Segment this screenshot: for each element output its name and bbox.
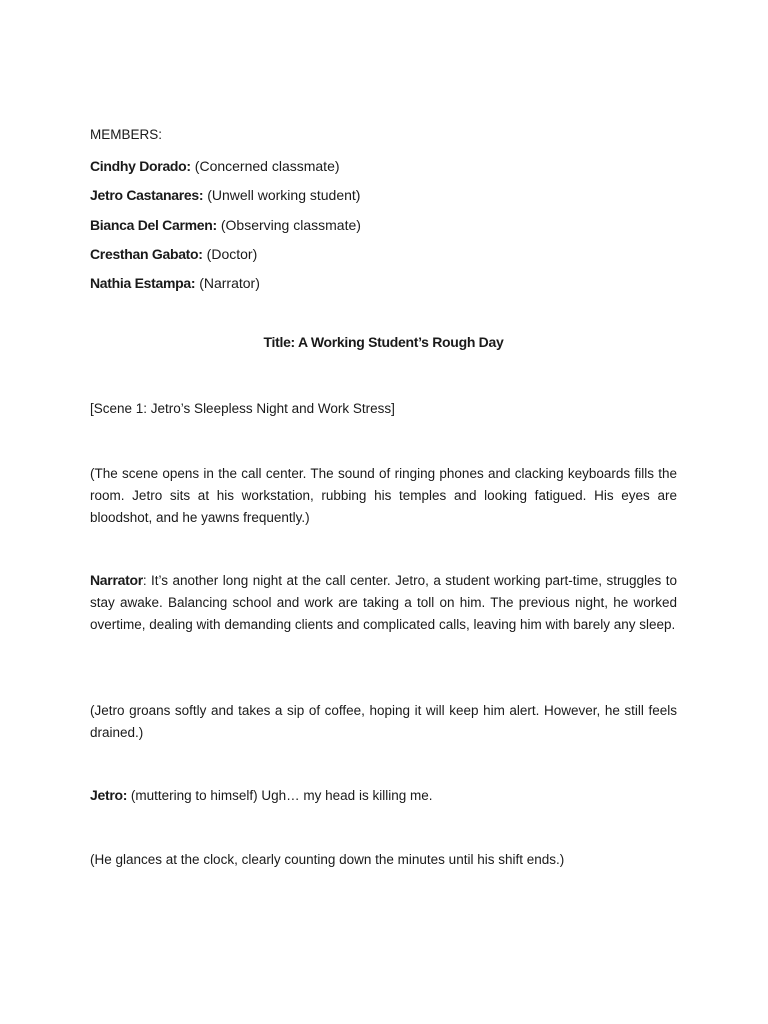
dialogue-text: : It’s another long night at the call center. Jetro, a student working part-time, struggles to stay awake. Balancing school and work are taking a toll on him. The previous night, he worked overtime, dealing with demanding clients and complicated calls, leaving him with barely any sleep.	[90, 573, 677, 632]
member-line	[90, 214, 361, 236]
member-name: Nathia Estampa:	[90, 275, 196, 291]
script-title: Title: A Working Student’s Rough Day	[263, 334, 504, 350]
member-name: Bianca Del Carmen:	[90, 217, 217, 233]
stage-direction-paragraph: (Jetro groans softly and takes a sip of coffee, hoping it will keep him alert. However, he still feels drained.)	[90, 703, 677, 740]
member-line	[90, 272, 260, 294]
member-role: (Observing classmate)	[220, 217, 361, 233]
member-line	[90, 243, 257, 265]
stage-direction-paragraph: (The scene opens in the call center. The sound of ringing phones and clacking keyboards fills the room. Jetro sits at his workstation, rubbing his temples and looking fatigued. His eyes are bloodshot, and he yawns frequently.)	[90, 466, 677, 525]
document-page	[90, 0, 677, 1024]
member-line	[90, 155, 340, 177]
member-role: (Unwell working student)	[207, 187, 361, 203]
member-name: Jetro Castanares:	[90, 187, 204, 203]
stage-direction-paragraph: (He glances at the clock, clearly counting down the minutes until his shift ends.)	[90, 852, 565, 867]
scene-heading: [Scene 1: Jetro’s Sleepless Night and Work Stress]	[90, 401, 395, 416]
member-name: Cindhy Dorado:	[90, 158, 191, 174]
members-label: MEMBERS:	[90, 127, 163, 142]
narrator-paragraph	[90, 570, 677, 635]
speaker-label: Jetro:	[90, 787, 128, 803]
member-role: (Doctor)	[206, 246, 258, 262]
member-role: (Narrator)	[199, 275, 260, 291]
dialogue-paragraph	[90, 785, 677, 807]
speaker-label: Narrator	[90, 572, 143, 588]
member-role: (Concerned classmate)	[194, 158, 340, 174]
member-name: Cresthan Gabato:	[90, 246, 203, 262]
dialogue-text: (muttering to himself) Ugh… my head is killing me.	[127, 788, 433, 803]
member-line	[90, 184, 360, 206]
